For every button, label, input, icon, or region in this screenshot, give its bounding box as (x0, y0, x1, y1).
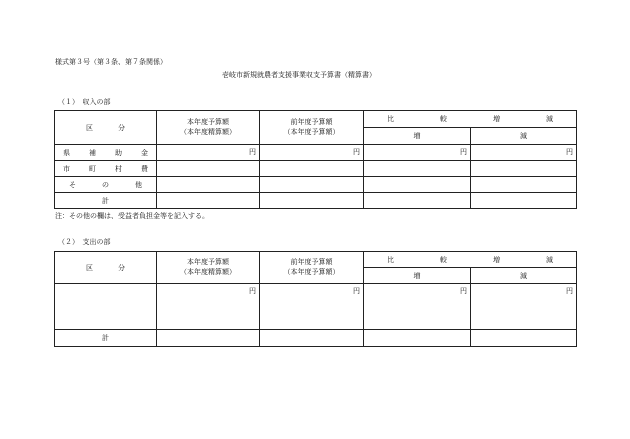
expense-header-decrease: 減 (471, 268, 577, 284)
cell-current[interactable] (157, 330, 260, 347)
income-header-compare: 比 較 増 減 (364, 111, 577, 128)
row-label: 市町村費 (55, 161, 157, 177)
income-header-current: 本年度予算額 （本年度精算額） (157, 111, 260, 145)
cell-current[interactable] (157, 177, 260, 193)
cell-increase[interactable] (364, 330, 471, 347)
income-table (54, 110, 577, 209)
table-row (55, 284, 577, 330)
total-row (55, 330, 577, 347)
total-label: 計 (55, 330, 157, 347)
cell-current[interactable]: 円 (157, 284, 260, 330)
cell-increase[interactable] (364, 177, 471, 193)
income-note: 注：その他の欄は、受益者負担金等を記入する。 (55, 212, 209, 220)
cell-previous[interactable] (260, 193, 364, 209)
cell-increase[interactable]: 円 (364, 145, 471, 161)
row-label: その他 (55, 177, 157, 193)
expense-header-category: 区 分 (55, 252, 157, 284)
income-header-decrease: 減 (471, 128, 577, 145)
cell-increase[interactable] (364, 161, 471, 177)
income-section-title: （１） 収入の部 (58, 98, 111, 106)
row-label[interactable] (55, 284, 157, 330)
cell-previous[interactable] (260, 177, 364, 193)
cell-increase[interactable] (364, 193, 471, 209)
cell-previous[interactable]: 円 (260, 145, 364, 161)
cell-previous[interactable] (260, 161, 364, 177)
cell-previous[interactable] (260, 330, 364, 347)
expense-header-compare: 比 較 増 減 (364, 252, 577, 268)
cell-increase[interactable]: 円 (364, 284, 471, 330)
table-row (55, 161, 577, 177)
expense-section-title: （２） 支出の部 (58, 238, 111, 246)
cell-current[interactable] (157, 193, 260, 209)
cell-decrease[interactable]: 円 (471, 145, 577, 161)
total-label: 計 (55, 193, 157, 209)
cell-previous[interactable]: 円 (260, 284, 364, 330)
table-row (55, 177, 577, 193)
cell-current[interactable]: 円 (157, 145, 260, 161)
cell-decrease[interactable] (471, 193, 577, 209)
form-number: 様式第３号（第３条、第７条関係） (55, 58, 167, 66)
total-row (55, 193, 577, 209)
document-title: 壱岐市新規就農者支援事業収支予算書（精算書） (222, 71, 376, 79)
income-header-increase: 増 (364, 128, 471, 145)
income-header-previous: 前年度予算額 （本年度予算額） (260, 111, 364, 145)
cell-decrease[interactable]: 円 (471, 284, 577, 330)
expense-table (54, 251, 577, 347)
cell-current[interactable] (157, 161, 260, 177)
cell-decrease[interactable] (471, 330, 577, 347)
expense-header-previous: 前年度予算額 （本年度予算額） (260, 252, 364, 284)
expense-header-current: 本年度予算額 （本年度精算額） (157, 252, 260, 284)
table-row (55, 145, 577, 161)
cell-decrease[interactable] (471, 161, 577, 177)
income-header-category: 区 分 (55, 111, 157, 145)
expense-header-increase: 増 (364, 268, 471, 284)
row-label: 県補助金 (55, 145, 157, 161)
cell-decrease[interactable] (471, 177, 577, 193)
